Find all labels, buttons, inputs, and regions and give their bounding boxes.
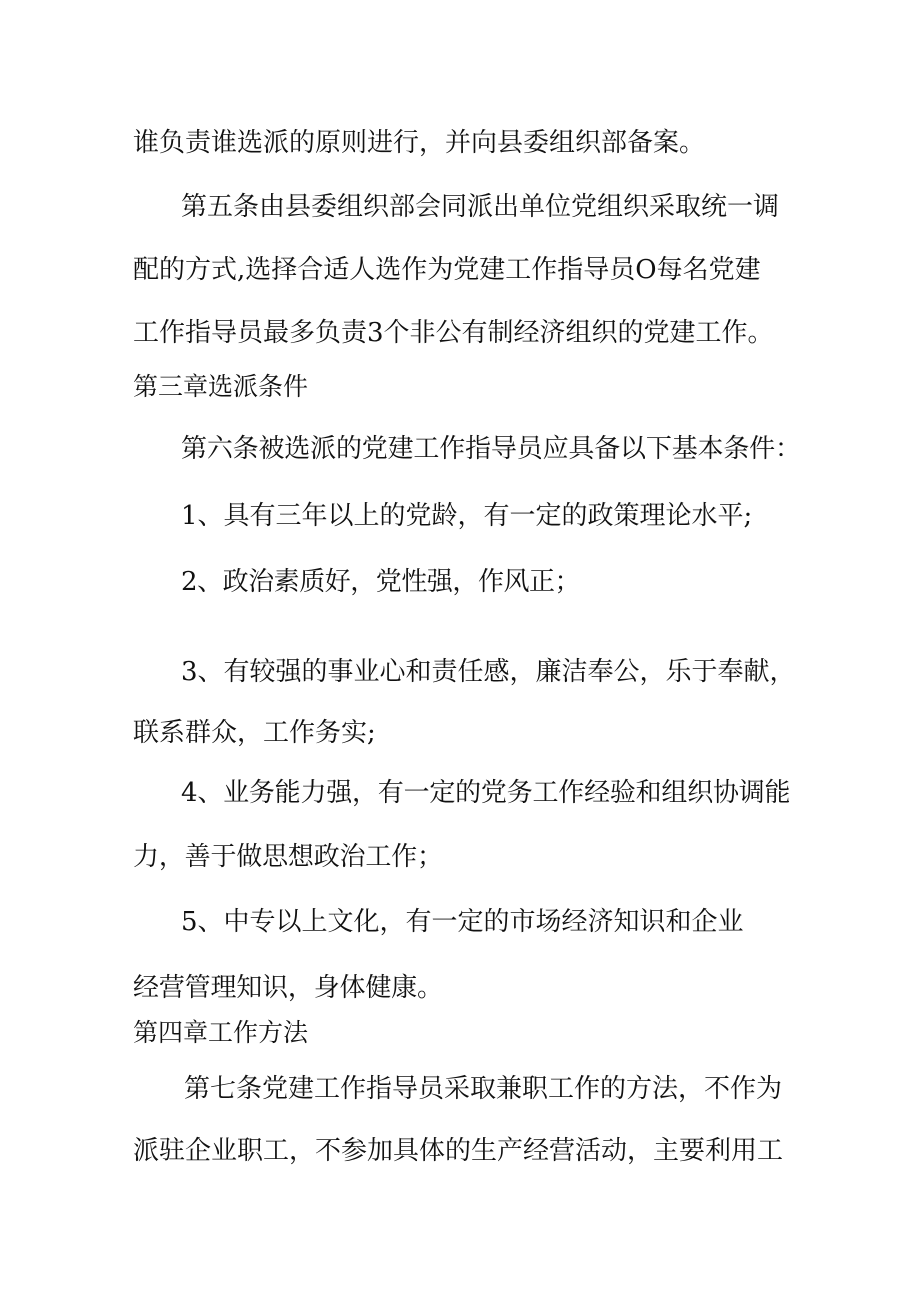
chapter-3-heading: 第三章选派条件 [133,372,309,401]
chapter-4-heading: 第四章工作方法 [133,1018,309,1047]
article-6-line: 第六条被选派的党建工作指导员应具备以下基本条件： [181,434,801,464]
paragraph-line: 谁负责谁选派的原则进行，并向县委组织部备案。 [133,128,706,158]
list-item-3: 3、有较强的事业心和责任感，廉洁奉公，乐于奉献， [181,657,796,687]
list-item-2: 2、政治素质好，党性强，作风正； [181,567,581,597]
article-7-line: 第七条党建工作指导员采取兼职工作的方法，不作为 [184,1074,783,1104]
paragraph-line: 工作指导员最多负责3个非公有制经济组织的党建工作。 [133,318,774,348]
list-item-4-continued: 力，善于做思想政治工作； [133,842,443,872]
list-item-5: 5、中专以上文化，有一定的市场经济知识和企业 [181,907,744,937]
article-5-line: 第五条由县委组织部会同派出单位党组织采取统一调 [181,192,780,222]
list-item-1: 1、具有三年以上的党龄，有一定的政策理论水平; [181,501,753,531]
paragraph-line: 派驻企业职工，不参加具体的生产经营活动，主要利用工 [133,1136,784,1166]
list-item-5-continued: 经营管理知识，身体健康。 [133,973,443,1003]
list-item-3-continued: 联系群众，工作务实; [133,718,376,748]
paragraph-line: 配的方式,选择合适人选作为党建工作指导员O每名党建 [133,255,761,285]
list-item-4: 4、业务能力强，有一定的党务工作经验和组织协调能 [181,778,791,808]
